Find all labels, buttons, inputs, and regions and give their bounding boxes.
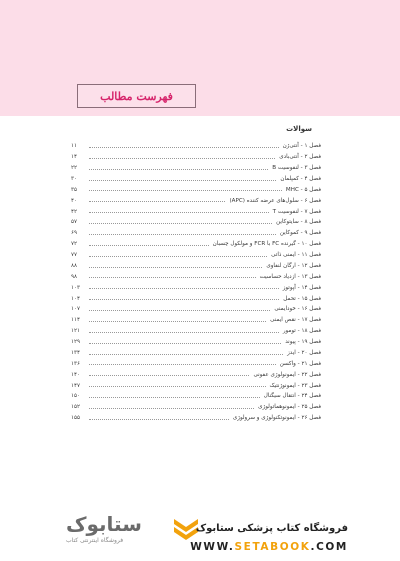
toc-page-number: ۱۵۰: [71, 393, 81, 400]
toc-chapter-title: فصل ۴ - کمپلمان: [280, 175, 321, 182]
toc-row[interactable]: [71, 313, 321, 324]
toc-leader-dots: [89, 332, 279, 333]
toc-page-number: ۳۰: [71, 175, 78, 182]
toc-row[interactable]: [71, 335, 321, 346]
toc-page-number: ۱۵۵: [71, 415, 81, 422]
url-suffix: .COM: [310, 541, 348, 553]
toc-row[interactable]: [71, 357, 321, 368]
toc-page-number: ۷۷: [71, 252, 78, 259]
toc-row[interactable]: [71, 291, 321, 302]
toc-row[interactable]: [71, 302, 321, 313]
toc-page-number: ۴۲: [71, 208, 78, 215]
toc-leader-dots: [89, 147, 279, 148]
toc-page-number: ۱۲۱: [71, 328, 81, 335]
toc-row[interactable]: [71, 280, 321, 291]
toc-page-number: ۱۳۶: [71, 360, 81, 367]
toc-leader-dots: [89, 288, 279, 289]
toc-chapter-title: فصل ۷ - لنفوسیت T: [272, 208, 321, 215]
toc-page-number: ۱۴۰: [71, 371, 81, 378]
toc-row[interactable]: [71, 139, 321, 150]
toc-chapter-title: فصل ۲۳ - ایمونوژنتیک: [269, 382, 321, 389]
toc-leader-dots: [89, 158, 275, 159]
toc-row[interactable]: [71, 183, 321, 194]
toc-leader-dots: [89, 343, 281, 344]
toc-leader-dots: [89, 364, 276, 365]
toc-chapter-title: فصل ۳ - لنفوسیت B: [272, 165, 321, 172]
toc-page-number: ۱۰۷: [71, 306, 81, 313]
toc-page-number: ۱۱: [71, 143, 78, 150]
toc-page-number: ۹۸: [71, 273, 78, 280]
toc-leader-dots: [89, 223, 272, 224]
toc-page-number: ۸۸: [71, 262, 78, 269]
toc-chapter-title: فصل ۲۲ - ایمونولوژی عفونی: [253, 371, 321, 378]
toc-chapter-title: فصل ۲ - آنتی‌بادی: [279, 154, 321, 161]
toc-page-number: ۱۴۷: [71, 382, 81, 389]
toc-list: [71, 139, 321, 422]
toc-row[interactable]: [71, 237, 321, 248]
toc-leader-dots: [89, 277, 256, 278]
setabook-logo: [66, 512, 166, 547]
toc-row[interactable]: [71, 411, 321, 422]
toc-leader-dots: [89, 408, 254, 409]
toc-leader-dots: [89, 201, 225, 202]
toc-row[interactable]: [71, 400, 321, 411]
toc-page-number: ۲۲: [71, 165, 78, 172]
toc-page-number: ۱۴: [71, 154, 78, 161]
toc-chapter-title: فصل ۱۸ - تومور: [282, 328, 321, 335]
toc-chapter-title: فصل ۱ - آنتی‌ژن: [282, 143, 321, 150]
logo-subtitle: فروشگاه اینترنتی کتاب: [66, 537, 124, 544]
toc-leader-dots: [89, 190, 282, 191]
toc-leader-dots: [89, 321, 266, 322]
toc-row[interactable]: [71, 204, 321, 215]
toc-leader-dots: [89, 256, 267, 257]
toc-chapter-title: فصل ۲۰ - ایدز: [287, 349, 321, 356]
toc-leader-dots: [89, 169, 268, 170]
toc-page-number: ۱۲۹: [71, 339, 81, 346]
toc-leader-dots: [89, 212, 269, 213]
toc-chapter-title: فصل ۱۹ - پیوند: [285, 339, 321, 346]
toc-row[interactable]: [71, 367, 321, 378]
url-prefix: WWW.: [190, 541, 235, 553]
url-accent: SETABOOK: [234, 541, 311, 553]
toc-leader-dots: [89, 299, 279, 300]
toc-row[interactable]: [71, 215, 321, 226]
toc-page-number: ۱۳۴: [71, 349, 81, 356]
toc-row[interactable]: [71, 226, 321, 237]
page-title: فهرست مطالب: [100, 89, 173, 103]
toc-page-number: ۴۰: [71, 197, 78, 204]
toc-row[interactable]: [71, 259, 321, 270]
toc-row[interactable]: [71, 172, 321, 183]
toc-chapter-title: فصل ۱۷ - نقص ایمنی: [270, 317, 321, 324]
toc-page-number: ۱۱۴: [71, 317, 81, 324]
toc-leader-dots: [89, 310, 270, 311]
toc-page-number: ۱۰۴: [71, 295, 81, 302]
shop-url[interactable]: [190, 541, 348, 553]
toc-chapter-title: فصل ۸ - سایتوکاین: [276, 219, 321, 226]
toc-title-box: [77, 84, 196, 108]
toc-chapter-title: فصل ۱۵ - تحمل: [283, 295, 321, 302]
toc-chapter-title: فصل ۱۱ - ایمنی ذاتی: [271, 252, 321, 259]
toc-row[interactable]: [71, 248, 321, 259]
toc-row[interactable]: [71, 378, 321, 389]
toc-leader-dots: [89, 245, 209, 246]
toc-chapter-title: فصل ۱۴ - آپوتوز: [282, 284, 321, 291]
toc-row[interactable]: [71, 193, 321, 204]
toc-chapter-title: فصل ۵ - MHC: [285, 186, 321, 193]
header-band: [0, 0, 400, 116]
toc-leader-dots: [89, 386, 266, 387]
toc-leader-dots: [89, 375, 249, 376]
toc-page-number: ۵۷: [71, 219, 78, 226]
toc-row[interactable]: [71, 346, 321, 357]
toc-chapter-title: فصل ۲۱ - واکسن: [279, 360, 321, 367]
logo-wordmark: ستابوک: [66, 512, 142, 536]
toc-leader-dots: [89, 267, 262, 268]
toc-chapter-title: فصل ۱۲ - ارگان لنفاوی: [266, 262, 321, 269]
toc-leader-dots: [89, 419, 229, 420]
toc-chapter-title: فصل ۲۴ - انتقال سیگنال: [263, 393, 321, 400]
toc-chapter-title: فصل ۱۰ - گیرنده FC با FCR و مولکول چسبان: [212, 241, 321, 248]
section-heading: سوالات: [286, 125, 312, 133]
toc-row[interactable]: [71, 389, 321, 400]
toc-row[interactable]: [71, 161, 321, 172]
toc-chapter-title: فصل ۲۶ - ایمونوتکنولوژی و سرولوژی: [232, 415, 321, 422]
toc-chapter-title: فصل ۱۳ - ازدیاد حساسیت: [259, 273, 321, 280]
toc-leader-dots: [89, 180, 276, 181]
toc-page-number: ۱۰۳: [71, 284, 81, 291]
toc-row[interactable]: [71, 150, 321, 161]
shop-name: فروشگاه کتاب پزشکی ستابوک: [195, 523, 348, 534]
toc-chapter-title: فصل ۱۶ - خودایمنی: [274, 306, 321, 313]
toc-chapter-title: فصل ۶ - سلول‌های عرضه کننده (APC): [229, 197, 321, 204]
toc-leader-dots: [89, 234, 276, 235]
toc-page-number: ۶۹: [71, 230, 78, 237]
toc-page-number: ۷۲: [71, 241, 78, 248]
toc-leader-dots: [89, 397, 260, 398]
toc-chapter-title: فصل ۹ - کموکاین: [279, 230, 321, 237]
toc-row[interactable]: [71, 270, 321, 281]
toc-chapter-title: فصل ۲۵ - ایمونوهماتولوژی: [258, 404, 321, 411]
toc-row[interactable]: [71, 324, 321, 335]
toc-page-number: ۳۵: [71, 186, 78, 193]
toc-page-number: ۱۵۲: [71, 404, 81, 411]
toc-leader-dots: [89, 354, 283, 355]
